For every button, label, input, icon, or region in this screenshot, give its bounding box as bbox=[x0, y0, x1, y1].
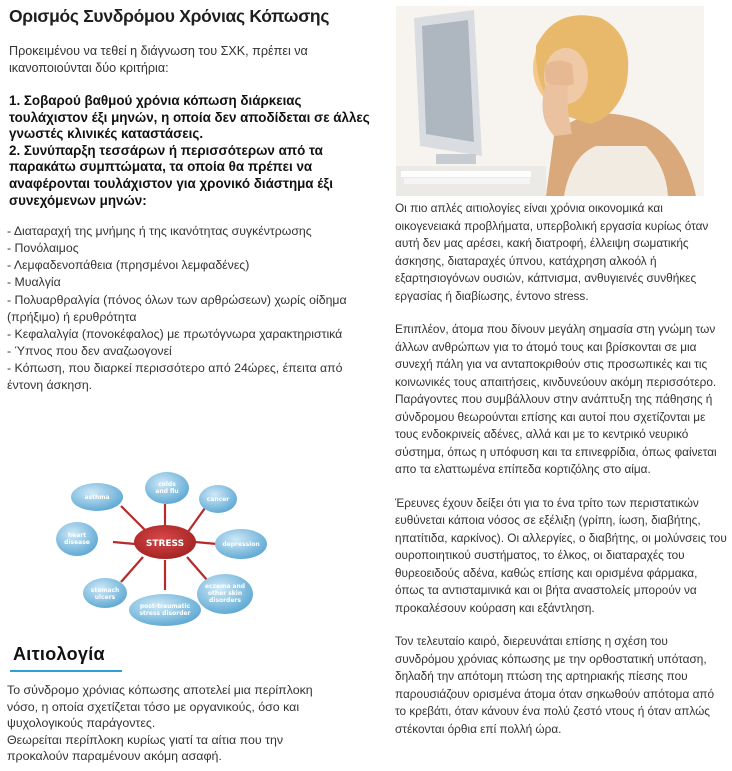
stress-diagram bbox=[55, 472, 275, 630]
list-item: - Πολυαρθραλγία (πόνος όλων των αρθρώσεων) χωρίς οίδημα (πρήξιμο) ή ερυθρότητα bbox=[7, 292, 347, 324]
left-column bbox=[7, 6, 372, 394]
stress-label: STRESS bbox=[145, 539, 185, 549]
node-stomach-label-2: ulcers bbox=[94, 594, 116, 601]
node-eczema-label: eczema and bbox=[204, 583, 246, 590]
node-heart-label-2: disease bbox=[64, 539, 90, 546]
node-stomach-label: stomach bbox=[90, 587, 120, 594]
node-ptsd-label-2: stress disorder bbox=[139, 610, 191, 617]
paragraph-personality: Επιπλέον, άτομα που δίνουν μεγάλη σημασία στη γνώμη των άλλων ανθρώπων για το άτομό τους και βρίσκονται σε μια συνεχή πάλη για να ανταποκριθούν στις προσωπικές και τις κοινωνικές τους απαιτήσεις, κινδυνεύουν ακόμη περισσότερο. Παράγοντες που συμβάλλουν στην ανάπτυξη της πάθησης ή σύνδρομου θεωρούνται επίσης και αυτοί που σχετίζονται με τους ενδοκρινείς αδένες, αλλά και με το κεντρικό νευρικό σύστημα, όπως η υπόφυση και τα επινεφρίδια, όπως φαίνεται απο τα ελαττωμένα επίπεδα κορτιζόλης στο αίμα. bbox=[395, 322, 717, 476]
etiology-text-content: Το σύνδρομο χρόνιας κόπωσης αποτελεί μια περίπλοκη νόσο, η οποία σχετίζεται τόσο με οργανικούς, όσο και ψυχολογικούς παράγοντες. Θεωρείται περίπλοκη κυρίως γιατί τα αίτια που την προκαλούν παραμένουν ακόμη ασαφή. bbox=[7, 683, 313, 764]
node-eczema-label-3: disorders bbox=[209, 597, 241, 604]
intro-text: Προκειμένου να τεθεί η διάγνωση του ΣΧΚ, πρέπει να ικανοποιούνται δύο κριτήρια: bbox=[9, 44, 308, 75]
node-colds-label-2: and flu bbox=[155, 488, 179, 495]
paragraph-causes: Οι πιο απλές αιτιολογίες είναι χρόνια οικονομικά και οικογενειακά προβλήματα, υπερβολική εργασία κυρίως όταν αυτή δεν μας αρέσει, κακή διατροφή, έλλειψη σωματικής άσκησης, διαταραχές ύπνου, κατάχρηση αλκοόλ ή εξαρτησιογόνων ουσιών, κάπνισμα, ανθυγιεινές συνθήκες εργασίας ή διαβίωσης, έντονο stress. bbox=[395, 201, 709, 303]
node-colds-label: colds bbox=[158, 481, 176, 488]
symptom-list bbox=[7, 223, 372, 394]
list-item: - Κεφαλαλγία (πονοκέφαλος) με πρωτόγνωρα χαρακτηριστικά bbox=[7, 326, 343, 341]
list-item: - Ύπνος που δεν αναζωογονεί bbox=[7, 343, 172, 358]
paragraph-hypotension: Τον τελευταίο καιρό, διερευνάται επίσης η σχέση του συνδρόμου χρόνιας κόπωσης με την ορθοστατική υπόταση, δηλαδή την απότομη πτώση της αρτηριακής πίεσης που παρουσιάζουν ορισμένα άτομα όταν σηκωθούν απότομα από το κρεβάτι, όταν κάνουν ένα πολύ ζεστό ντους ή όταν απλώς στέκονται όρθια επί πολλή ώρα. bbox=[395, 634, 715, 736]
paragraph-research: Έρευνες έχουν δείξει ότι για το ένα τρίτο των περιστατικών ευθύνεται κάποια νόσος σε εξέλιξη (γρίπη, ίωση, διαβήτης, ηπατίτιδα, καρκίνος). Οι αλλεργίες, ο διαβήτης, οι μολύνσεις του ουροποιητικού συστήματος, το έλκος, οι διαταραχές του θυρεοειδούς αδένα, καθώς επίσης και ορισμένα φάρμακα, όπως τα αντισταμινικά και οι βήτα αναστολείς μπορούν να προκαλέσουν κούραση και εξάντληση. bbox=[395, 495, 727, 615]
node-heart-label: heart bbox=[67, 532, 87, 539]
criterion-1: 1. Σοβαρού βαθμού χρόνια κόπωση διάρκειας τουλάχιστον έξι μηνών, η οποία δεν αποδίδεται σε άλλες γνωστές κλινικές καταστάσεις. bbox=[9, 93, 370, 142]
node-depression-label: depression bbox=[222, 541, 260, 548]
node-asthma-label: asthma bbox=[84, 494, 110, 501]
list-item: - Μυαλγία bbox=[7, 275, 61, 290]
node-ptsd-label: post-traumatic bbox=[139, 603, 191, 610]
list-item: - Διαταραχή της μνήμης ή της ικανότητας συγκέντρωσης bbox=[7, 224, 312, 239]
heading-underline bbox=[10, 670, 122, 672]
right-column bbox=[395, 200, 727, 754]
etiology-heading: Αιτιολογία bbox=[13, 644, 105, 664]
node-eczema-label-2: other skin bbox=[207, 590, 243, 597]
list-item: - Λεμφαδενοπάθεια (πρησμένοι λεμφαδένες) bbox=[7, 258, 250, 273]
tired-woman-photo bbox=[396, 6, 704, 196]
etiology-text bbox=[7, 682, 347, 765]
node-cancer-label: cancer bbox=[206, 496, 230, 503]
list-item: - Κόπωση, που διαρκεί περισσότερο από 24ώρες, έπειτα από έντονη άσκηση. bbox=[7, 360, 343, 392]
list-item: - Πονόλαιμος bbox=[7, 241, 79, 256]
criterion-2: 2. Συνύπαρξη τεσσάρων ή περισσότερων από τα παρακάτω συμπτώματα, τα οποία θα πρέπει να αναφέρονται τουλάχιστον για χρονικό διάστημα έξι συνεχόμενων μηνών: bbox=[9, 142, 333, 208]
page-title: Ορισμός Συνδρόμου Χρόνιας Κόπωσης bbox=[9, 6, 330, 26]
